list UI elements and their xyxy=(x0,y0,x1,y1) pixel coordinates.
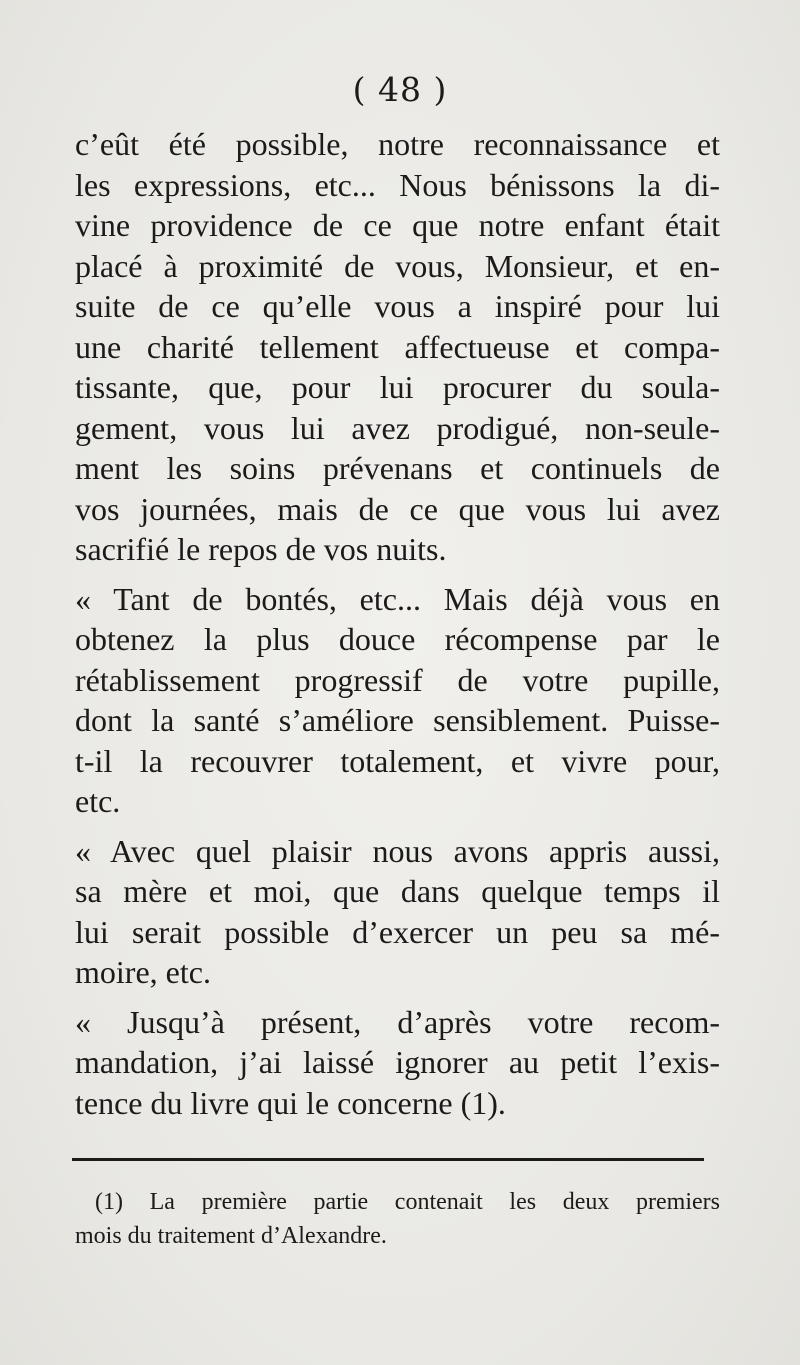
text-line: suite de ce qu’elle vous a inspiré pour lui xyxy=(75,288,720,324)
text-line: gement, vous lui avez prodigué, non-seule- xyxy=(75,409,720,446)
text-line: sa mère et moi, que dans quelque temps il xyxy=(75,873,720,909)
text-line: vine providence de ce que notre enfant était xyxy=(75,207,720,243)
text-line: « Tant de bontés, etc... Mais déjà vous en xyxy=(75,580,720,617)
footnote-line: mois du traitement d’Alexandre. xyxy=(75,1223,387,1249)
text-line: mandation, j’ai laissé ignorer au petit l’exis- xyxy=(75,1044,720,1080)
text-line: etc. xyxy=(75,783,121,819)
paragraph-gap xyxy=(75,822,720,831)
paragraph-2 xyxy=(75,579,720,822)
text-line: ment les soins prévenans et continuels de xyxy=(75,450,720,486)
text-line: les expressions, etc... Nous bénissons la di- xyxy=(75,166,720,203)
text-line: vos journées, mais de ce que vous lui avez xyxy=(75,490,720,527)
paragraph-3 xyxy=(75,831,720,993)
text-line: rétablissement progressif de votre pupille, xyxy=(75,661,720,698)
main-text xyxy=(75,124,720,1123)
text-line: moire, etc. xyxy=(75,954,211,990)
page-number: ( 48 ) xyxy=(352,70,448,109)
footnote-divider xyxy=(72,1158,704,1161)
footnote-line: (1) La première partie contenait les deux premiers xyxy=(95,1189,720,1215)
footnote xyxy=(75,1185,720,1253)
text-line: c’eût été possible, notre reconnaissance et xyxy=(75,126,720,162)
text-line: une charité tellement affectueuse et compa- xyxy=(75,328,720,365)
text-line: tence du livre qui le concerne (1). xyxy=(75,1084,506,1121)
paragraph-4 xyxy=(75,1002,720,1124)
text-line: lui serait possible d’exercer un peu sa mé- xyxy=(75,913,720,950)
text-line: tissante, que, pour lui procurer du soula- xyxy=(75,369,720,405)
text-line: placé à proximité de vous, Monsieur, et en- xyxy=(75,247,720,284)
paragraph-gap xyxy=(75,570,720,579)
text-line: « Avec quel plaisir nous avons appris aussi, xyxy=(75,832,720,869)
text-line: sacrifié le repos de vos nuits. xyxy=(75,531,447,567)
text-line: t-il la recouvrer totalement, et vivre pour, xyxy=(75,742,720,779)
paragraph-1 xyxy=(75,124,720,570)
paragraph-gap xyxy=(75,993,720,1002)
text-line: obtenez la plus douce récompense par le xyxy=(75,621,720,657)
text-line: « Jusqu’à présent, d’après votre recom- xyxy=(75,1003,720,1040)
text-line: dont la santé s’améliore sensiblement. Puisse- xyxy=(75,702,720,738)
